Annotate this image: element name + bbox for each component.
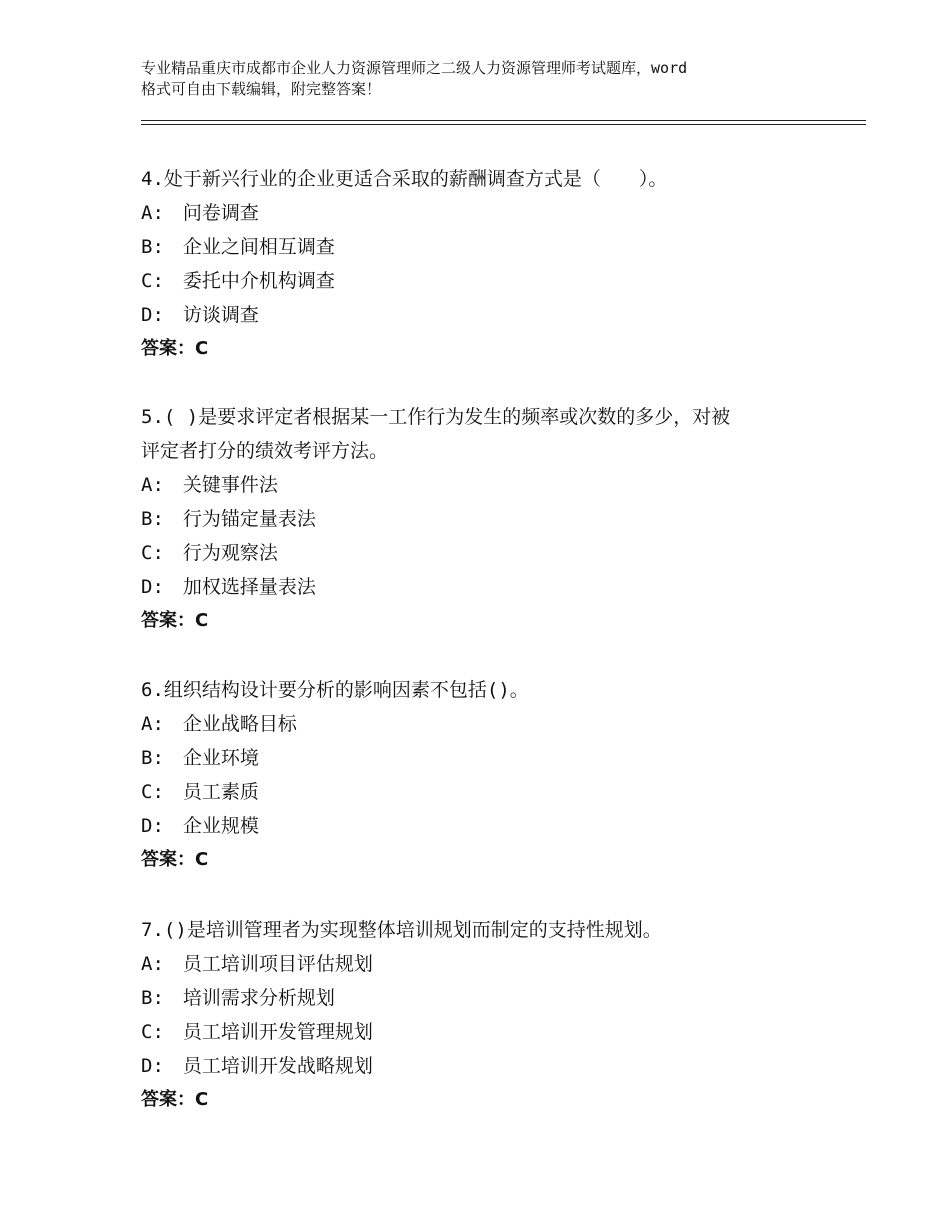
option-a: A: 企业战略目标 (141, 713, 297, 735)
question-stem-line-1: 5.( )是要求评定者根据某一工作行为发生的频率或次数的多少，对被 (141, 406, 731, 428)
option-d: D: 企业规模 (141, 815, 259, 837)
question-stem: 6.组织结构设计要分析的影响因素不包括()。 (141, 679, 529, 701)
answer: 答案：C (141, 1089, 209, 1110)
header-divider-top (141, 120, 866, 121)
option-d: D: 员工培训开发战略规划 (141, 1055, 373, 1077)
question-7 (141, 913, 831, 1117)
option-b: B: 企业环境 (141, 747, 259, 769)
option-d: D: 访谈调查 (141, 304, 259, 326)
header-line-2: 格式可自由下载编辑，附完整答案！ (141, 80, 382, 98)
option-a: A: 关键事件法 (141, 474, 278, 496)
answer: 答案：C (141, 610, 209, 631)
question-stem: 7.()是培训管理者为实现整体培训规划而制定的支持性规划。 (141, 919, 662, 941)
option-d: D: 加权选择量表法 (141, 576, 316, 598)
option-b: B: 企业之间相互调查 (141, 236, 335, 258)
option-b: B: 行为锚定量表法 (141, 508, 316, 530)
option-a: A: 问卷调查 (141, 202, 259, 224)
question-stem-line-2: 评定者打分的绩效考评方法。 (141, 440, 389, 462)
answer: 答案：C (141, 338, 209, 359)
question-5 (141, 400, 831, 638)
question-stem: 4.处于新兴行业的企业更适合采取的薪酬调查方式是（ ）。 (141, 168, 668, 190)
option-c: C: 员工培训开发管理规划 (141, 1021, 373, 1043)
document-header (141, 58, 841, 100)
answer: 答案：C (141, 849, 209, 870)
option-c: C: 员工素质 (141, 781, 259, 803)
option-c: C: 委托中介机构调查 (141, 270, 335, 292)
option-c: C: 行为观察法 (141, 542, 278, 564)
header-line-1: 专业精品重庆市成都市企业人力资源管理师之二级人力资源管理师考试题库，word (141, 59, 688, 77)
option-a: A: 员工培训项目评估规划 (141, 953, 373, 975)
question-6 (141, 673, 831, 877)
header-divider-bottom (141, 124, 866, 125)
question-4 (141, 162, 831, 366)
option-b: B: 培训需求分析规划 (141, 987, 335, 1009)
